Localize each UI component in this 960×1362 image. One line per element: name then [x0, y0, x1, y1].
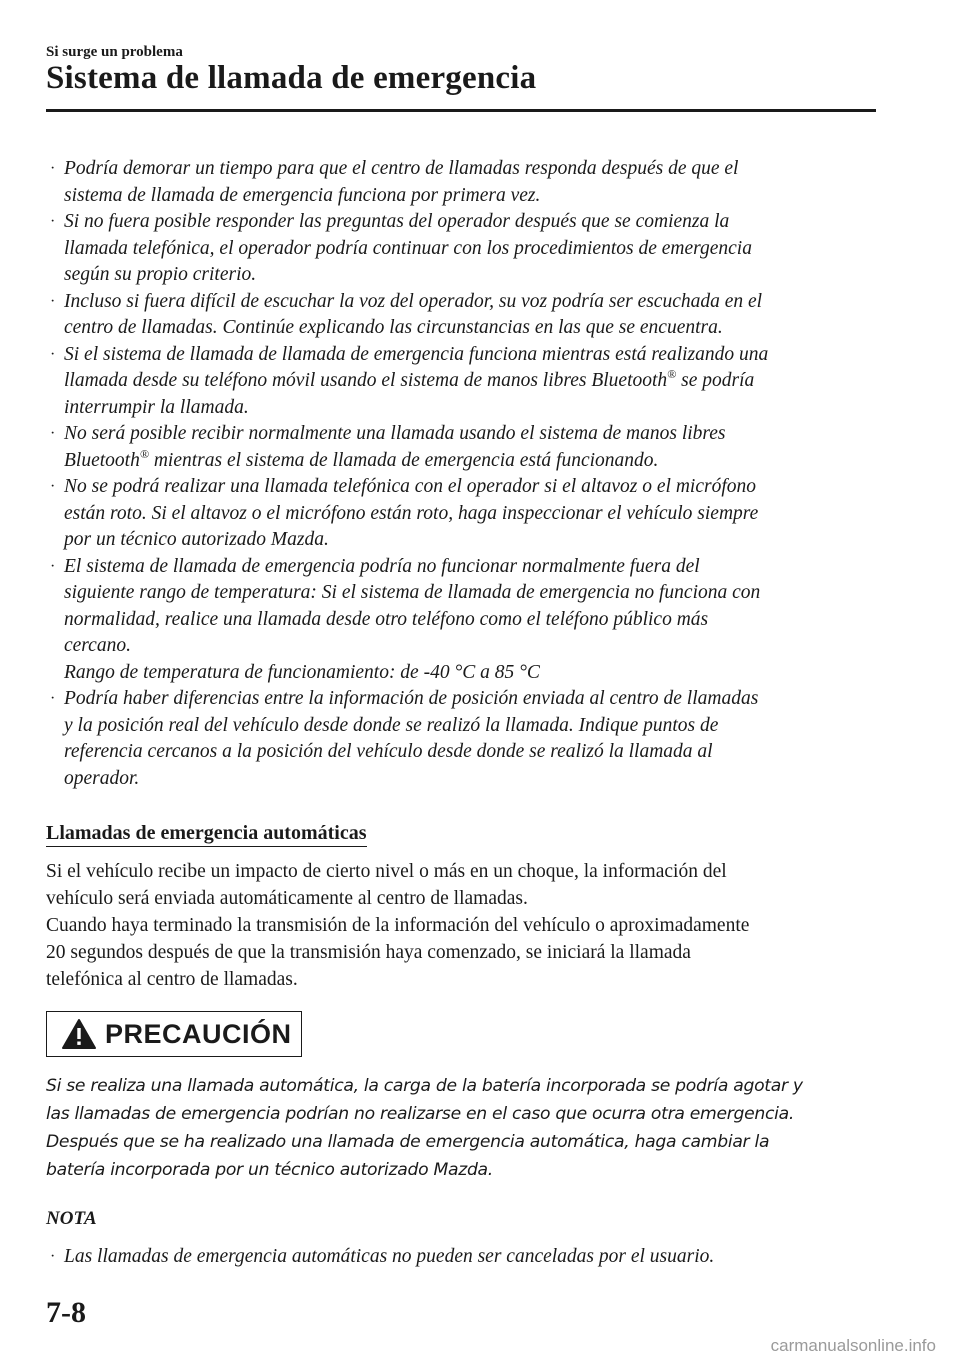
list-item	[46, 686, 876, 792]
list-item-line: Incluso si fuera difícil de escuchar la voz del operador, su voz podría ser escuchada en el	[64, 290, 763, 312]
list-item-line: No se podrá realizar una llamada telefónica con el operador si el altavoz o el micrófono	[64, 476, 757, 497]
watermark: carmanualsonline.info	[770, 1336, 936, 1355]
bullet-dot: ·	[50, 478, 56, 495]
list-item	[46, 156, 876, 209]
text-line: 20 segundos después de que la transmisión haya comenzado, se iniciará la llamada	[46, 942, 691, 963]
caution-label: PRECAUCIÓN	[105, 1018, 292, 1049]
text-line: Cuando haya terminado la transmisión de la información del vehículo o aproximadamente	[46, 915, 750, 936]
caution-text	[46, 1072, 876, 1184]
list-item-line: Rango de temperatura de funcionamiento: de -40 °C a 85 °C	[64, 661, 540, 683]
text-line: Si el vehículo recibe un impacto de cierto nivel o más en un choque, la información del	[46, 861, 727, 882]
list-item-line: centro de llamadas. Continúe explicando las circunstancias en las que se encuentra.	[64, 317, 723, 338]
warning-triangle-icon	[61, 1018, 97, 1050]
bullet-dot: ·	[50, 557, 56, 575]
list-item-line: Podría demorar un tiempo para que el centro de llamadas responda después de que el	[64, 158, 739, 179]
bullet-dot: ·	[50, 690, 56, 707]
list-item	[46, 474, 876, 554]
bullet-list	[46, 156, 876, 792]
list-item-line: normalidad, realice una llamada desde otro teléfono como el teléfono público más	[64, 608, 709, 630]
list-item-line: llamada telefónica, el operador podría continuar con los procedimientos de emergencia	[64, 237, 752, 259]
page-title: Sistema de llamada de emergencia	[46, 60, 537, 96]
text-line: Si se realiza una llamada automática, la carga de la batería incorporada se podría agotar y	[46, 1076, 803, 1096]
list-item	[46, 421, 876, 474]
page-number: 7-8	[46, 1296, 86, 1329]
bullet-dot: ·	[50, 160, 56, 177]
list-item-line: Las llamadas de emergencia automáticas no pueden ser canceladas por el usuario.	[64, 1246, 715, 1267]
list-item-line: están roto. Si el altavoz o el micrófono están roto, haga inspeccionar el vehículo siempre	[64, 502, 759, 524]
caution-box	[46, 1011, 302, 1057]
text-line: vehículo será enviada automáticamente al centro de llamadas.	[46, 888, 528, 909]
list-item-line: El sistema de llamada de emergencia podría no funcionar normalmente fuera del	[64, 555, 700, 577]
bullet-dot: ·	[50, 292, 56, 310]
list-item-line: Bluetooth® mientras el sistema de llamada de emergencia está funcionando.	[64, 446, 659, 471]
list-item-line: llamada desde su teléfono móvil usando el sistema de manos libres Bluetooth® se podría	[64, 367, 755, 391]
list-item-line: siguiente rango de temperatura: Si el sistema de llamada de emergencia no funciona con	[64, 582, 761, 603]
list-item-line: interrumpir la llamada.	[64, 396, 249, 418]
section-label: Si surge un problema	[46, 44, 183, 60]
bullet-dot: ·	[50, 213, 56, 230]
text-line: Después que se ha realizado una llamada de emergencia automática, haga cambiar la	[46, 1132, 770, 1152]
list-item-line: cercano.	[64, 635, 131, 656]
bullet-dot: ·	[50, 425, 56, 442]
auto-calls-paragraph	[46, 858, 876, 993]
list-item	[46, 342, 876, 422]
list-item-line: por un técnico autorizado Mazda.	[64, 529, 329, 550]
list-item	[46, 209, 876, 289]
bullet-dot: ·	[50, 1248, 56, 1265]
text-line: telefónica al centro de llamadas.	[46, 969, 298, 990]
list-item	[46, 289, 876, 342]
list-item-line: Si no fuera posible responder las preguntas del operador después que se comienza la	[64, 211, 730, 232]
title-rule	[46, 109, 876, 112]
note-heading: NOTA	[46, 1208, 97, 1229]
text-line: las llamadas de emergencia podrían no realizarse en el caso que ocurra otra emergencia.	[46, 1104, 794, 1124]
list-item-line: Podría haber diferencias entre la información de posición enviada al centro de llamadas	[64, 688, 759, 709]
list-item-line: operador.	[64, 767, 140, 789]
list-item-line: y la posición real del vehículo desde donde se realizó la llamada. Indique puntos de	[64, 714, 719, 736]
list-item-line: sistema de llamada de emergencia funciona por primera vez.	[64, 184, 541, 206]
auto-calls-heading: Llamadas de emergencia automáticas	[46, 822, 367, 847]
note-list	[46, 1244, 876, 1270]
bullet-dot: ·	[50, 345, 56, 363]
list-item-line: Si el sistema de llamada de llamada de emergencia funciona mientras está realizando una	[64, 343, 769, 365]
list-item-line: según su propio criterio.	[64, 264, 257, 285]
list-item-line: No será posible recibir normalmente una llamada usando el sistema de manos libres	[64, 423, 726, 444]
list-item	[46, 554, 876, 687]
text-line: batería incorporada por un técnico autorizado Mazda.	[46, 1160, 493, 1180]
list-item-line: referencia cercanos a la posición del vehículo desde donde se realizó la llamada al	[64, 741, 713, 762]
list-item	[46, 1244, 876, 1270]
